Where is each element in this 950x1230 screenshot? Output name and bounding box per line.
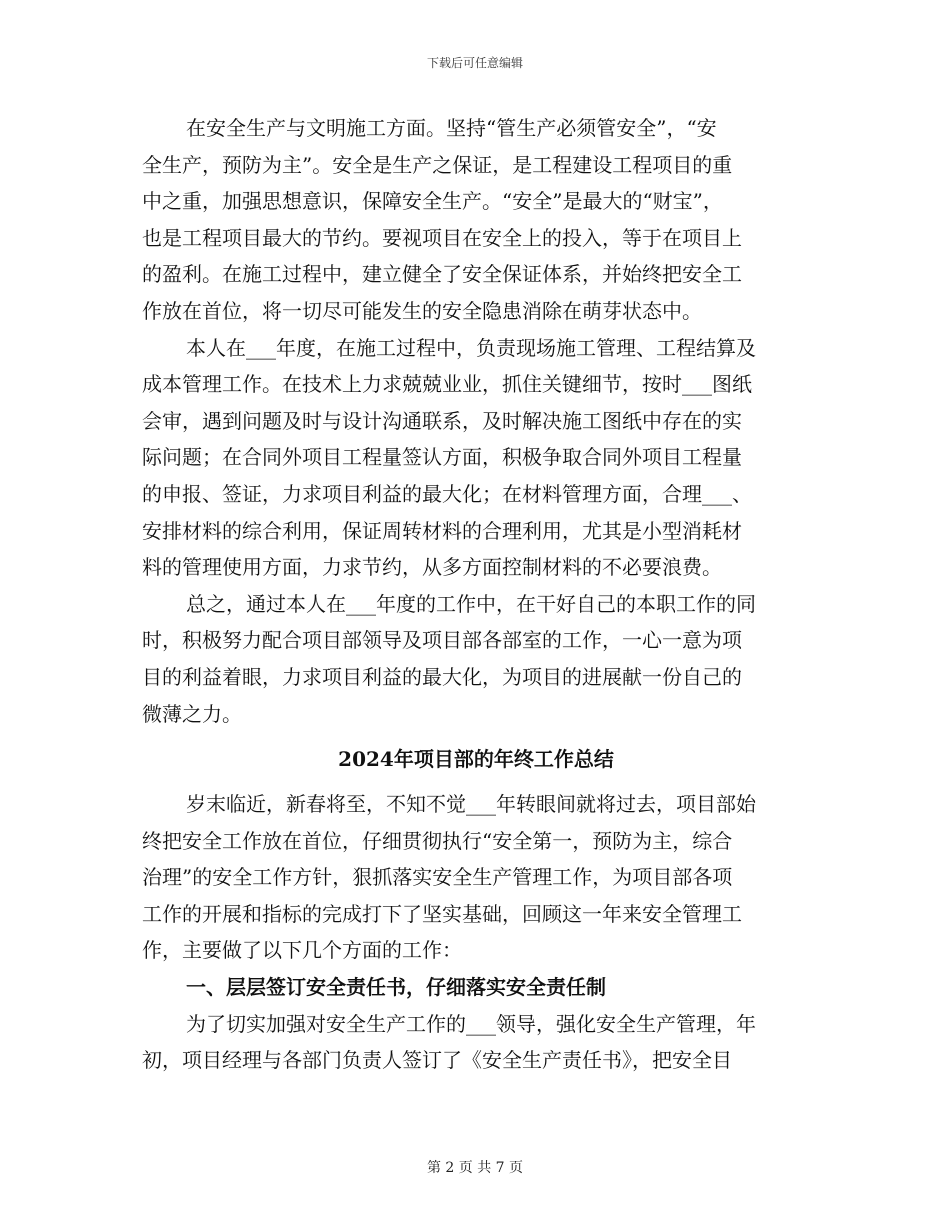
paragraph — [142, 1006, 810, 1079]
page-footer: 第 2 页 共 7 页 — [426, 1160, 524, 1176]
text-line: 的申报、签证，力求项目利益的最大化；在材料管理方面，合理___、 — [142, 481, 752, 506]
text-line: 全生产，预防为主”。安全是生产之保证，是工程建设工程项目的重 — [142, 152, 733, 177]
text-line: 安排材料的综合利用，保证周转材料的合理利用，尤其是小型消耗材 — [142, 518, 742, 543]
text-line: 作，主要做了以下几个方面的工作： — [142, 938, 462, 963]
text-line: 会审，遇到问题及时与设计沟通联系，及时解决施工图纸中存在的实 — [142, 408, 742, 433]
text-line: 也是工程项目最大的节约。要视项目在安全上的投入，等于在项目上 — [142, 225, 742, 250]
text-line: 中之重，加强思想意识，保障安全生产。“安全”是最大的“财宝”， — [142, 189, 723, 214]
text-line: 时，积极努力配合项目部领导及项目部各部室的工作，一心一意为项 — [142, 628, 742, 653]
text-line: 际问题；在合同外项目工程量签认方面，积极争取合同外项目工程量 — [142, 445, 742, 470]
section-heading: 一、层层签订安全责任书，仔细落实安全责任制 — [186, 975, 606, 1000]
text-line: 微薄之力。 — [142, 701, 242, 726]
text-line: 治理”的安全工作方针，狠抓落实安全生产管理工作，为项目部各项 — [142, 865, 733, 890]
text-line: 工作的开展和指标的完成打下了坚实基础，回顾这一年来安全管理工 — [142, 901, 742, 926]
document-title: 2024年项目部的年终工作总结 — [338, 747, 614, 772]
text-line: 料的管理使用方面，力求节约，从多方面控制材料的不必要浪费。 — [142, 555, 722, 580]
paragraph — [142, 586, 810, 732]
text-line: 成本管理工作。在技术上力求兢兢业业，抓住关键细节，按时___图纸 — [142, 372, 752, 397]
paragraph — [142, 330, 810, 586]
paragraph — [142, 110, 810, 330]
text-line: 岁末临近，新春将至，不知不觉___年转眼间就将过去，项目部始 — [186, 792, 756, 817]
text-line: 终把安全工作放在首位，仔细贯彻执行“安全第一，预防为主，综合 — [142, 828, 733, 853]
text-line: 在安全生产与文明施工方面。坚持“管生产必须管安全”，“安 — [186, 116, 717, 140]
text-line: 本人在___年度，在施工过程中，负责现场施工管理、工程结算及 — [186, 335, 756, 360]
text-line: 作放在首位，将一切尽可能发生的安全隐患消除在萌芽状态中。 — [142, 298, 702, 323]
paragraph — [142, 786, 810, 969]
text-line: 总之，通过本人在___年度的工作中，在干好自己的本职工作的同 — [186, 591, 756, 616]
document-body — [142, 110, 810, 1079]
text-line: 为了切实加强对安全生产工作的___领导，强化安全生产管理，年 — [186, 1011, 756, 1036]
page-header: 下载后可任意编辑 — [426, 56, 523, 70]
text-line: 初，项目经理与各部门负责人签订了《安全生产责任书》，把安全目 — [142, 1048, 732, 1073]
text-line: 目的利益着眼，力求项目利益的最大化，为项目的进展献一份自己的 — [142, 664, 742, 689]
text-line: 的盈利。在施工过程中，建立健全了安全保证体系，并始终把安全工 — [142, 262, 742, 287]
